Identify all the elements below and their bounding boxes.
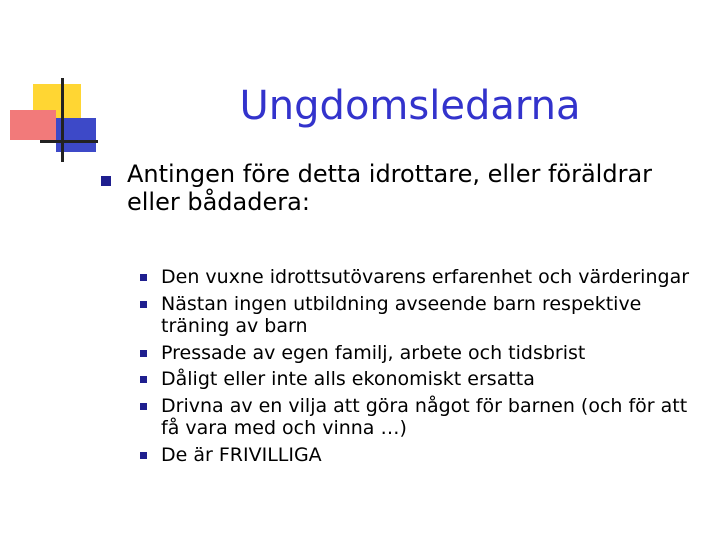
- list-item-text: De är FRIVILLIGA: [161, 443, 322, 466]
- list-item: [140, 395, 710, 440]
- list-item-text: Dåligt eller inte alls ekonomiskt ersatta: [161, 368, 535, 390]
- sub-bullet-list: [140, 266, 710, 470]
- square-bullet-icon: [140, 350, 147, 357]
- list-item-text: Nästan ingen utbildning avseende barn respektive träning av barn: [161, 292, 642, 337]
- square-bullet-icon: [140, 403, 147, 410]
- list-item: [140, 368, 710, 391]
- list-item: [140, 444, 710, 467]
- logo-horizontal-line: [40, 140, 98, 143]
- list-item-text: Pressade av egen familj, arbete och tidsbrist: [161, 341, 586, 364]
- main-bullet-text: Antingen före detta idrottare, eller föräldrar eller bådadera:: [127, 160, 653, 216]
- square-bullet-icon: [140, 376, 147, 383]
- list-item-text: Den vuxne idrottsutövarens erfarenhet och värderingar: [161, 266, 690, 288]
- square-bullet-icon: [101, 176, 111, 186]
- logo-pink-square: [10, 110, 56, 140]
- list-item: [140, 342, 710, 365]
- decorative-logo: [0, 0, 110, 170]
- list-item: [140, 266, 710, 289]
- square-bullet-icon: [140, 301, 147, 308]
- logo-vertical-line: [61, 78, 64, 162]
- slide-title: Ungdomsledarna: [239, 83, 581, 129]
- square-bullet-icon: [140, 452, 147, 459]
- list-item-text: Drivna av en vilja att göra något för barnen (och för att få vara med och vinna …): [161, 394, 688, 439]
- square-bullet-icon: [140, 274, 147, 281]
- list-item: [140, 293, 710, 338]
